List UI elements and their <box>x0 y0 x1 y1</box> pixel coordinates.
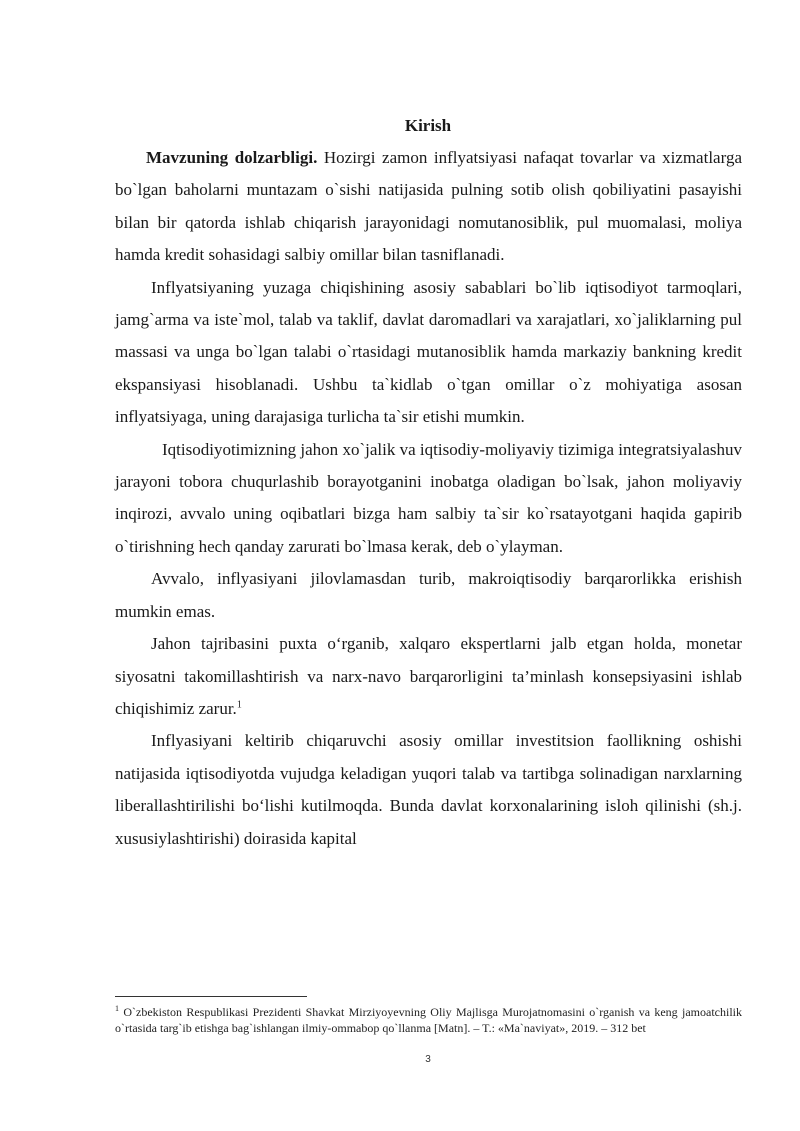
paragraph-6 <box>115 725 742 855</box>
document-body <box>115 142 742 855</box>
paragraph-lead: Mavzuning dolzarbligi. <box>146 148 318 167</box>
paragraph-text: Iqtisodiyotimizning jahon xo`jalik va iqtisodiy-moliyaviy tizimiga integratsiyalashuv jarayoni tobora chuqurlashib borayotganini inobatga oladigan bo`lsak, jahon moliyaviy inqirozi, avvalo uning oqibatlari bizga ham salbiy ta`sir ko`rsatayotgani haqida gapirib o`tirishning hech qanday zarurati bo`lmasa kerak, deb o`ylayman. <box>115 439 742 556</box>
footnote-text: O`zbekiston Respublikasi Prezidenti Shavkat Mirziyoyevning Oliy Majlisga Murojatnomasini o`rganish va keng jamoatchilik o`rtasida targ`ib etishga bag`ishlangan ilmiy-ommabop qo`llanma [Matn]. – T.: «Ma`naviyat», 2019. – 312 bet <box>115 1005 742 1035</box>
paragraph-text: Avvalo, inflyasiyani jilovlamasdan turib, makroiqtisodiy barqarorlikka erishish mumkin emas. <box>115 569 742 621</box>
footnote-divider <box>115 996 307 997</box>
paragraph-text: Inflyasiyani keltirib chiqaruvchi asosiy omillar investitsion faollikning oshishi natijasida iqtisodiyotda vujudga keladigan yuqori talab va tartibga solinadigan narxlarning liberallashtirilishi bo‘lishi kutilmoqda. Bunda davlat korxonalarining isloh qilinishi (sh.j. xususiylashtirishi) doirasida kapital <box>115 731 742 848</box>
paragraph-3 <box>115 434 742 564</box>
page-title: Kirish <box>404 116 452 135</box>
page-number: 3 <box>425 1054 431 1065</box>
paragraph-4 <box>115 563 742 628</box>
paragraph-text: Inflyatsiyaning yuzaga chiqishining asosiy sabablari bo`lib iqtisodiyot tarmoqlari, jamg`arma va iste`mol, talab va taklif, davlat daromadlari va xarajatlari, xo`jaliklarning pul massasi va unga bo`lgan talabi o`rtasidagi mutanosiblik hamda markaziy bankning kredit ekspansiyasi hisoblanadi. Ushbu ta`kidlab o`tgan omillar o`z mohiyatiga asosan inflyatsiyaga, uning darajasiga turlicha ta`sir etishi mumkin. <box>115 277 742 427</box>
footnote-number: 1 <box>115 1004 119 1013</box>
paragraph-text: Jahon tajribasini puxta o‘rganib, xalqaro ekspertlarni jalb etgan holda, monetar siyosatni takomillashtirish va narx-navo barqarorligini ta’minlash konsepsiyasini ishlab chiqishimiz zarur. <box>115 634 742 718</box>
paragraph-2 <box>115 272 742 434</box>
footnote-reference[interactable]: 1 <box>236 699 242 711</box>
paragraph-5 <box>115 628 742 725</box>
paragraph-1 <box>115 142 742 272</box>
footnote <box>115 1004 742 1036</box>
paragraph-text: Hozirgi zamon inflyatsiyasi nafaqat tovarlar va xizmatlarga bo`lgan baholarni muntazam o`sishi natijasida pulning sotib olish qobiliyatini pasayishi bilan bir qatorda ishlab chiqarish jarayonidagi nomutanosiblik, pul muomalasi, moliya hamda kredit sohasidagi salbiy omillar bilan tasniflanadi. <box>115 148 742 265</box>
